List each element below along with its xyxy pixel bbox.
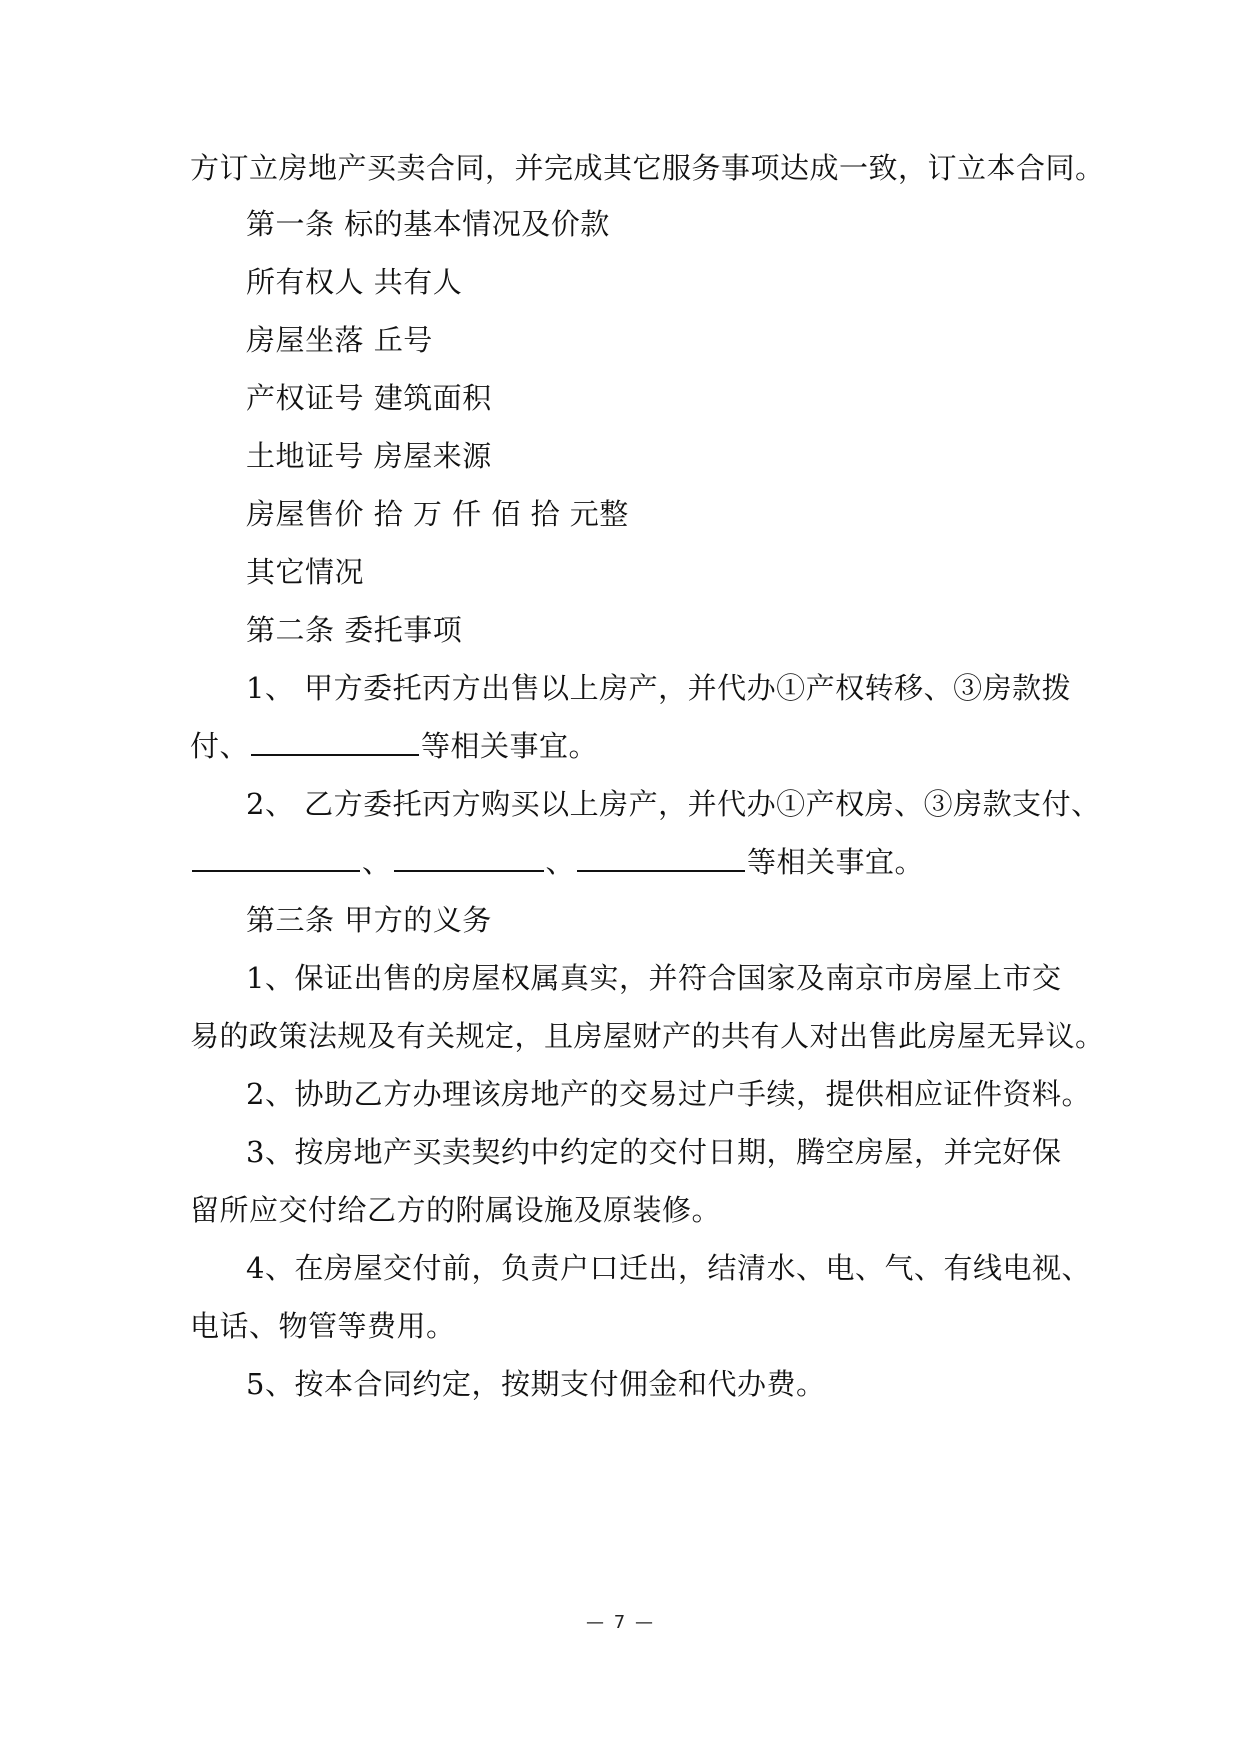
line-text: 付、 xyxy=(190,729,250,763)
paragraph-line: 1、 甲方委托丙方出售以上房产，并代办①产权转移、③房款拨 xyxy=(246,671,1072,705)
field-line-location: 房屋坐落 丘号 xyxy=(246,323,433,357)
article-heading: 第三条 甲方的义务 xyxy=(246,903,492,937)
field-line-land: 土地证号 房屋来源 xyxy=(246,439,492,473)
fill-blank xyxy=(394,842,544,872)
field-line-other: 其它情况 xyxy=(246,555,365,589)
line-text: 、 xyxy=(362,845,392,879)
fill-blank xyxy=(192,842,360,872)
paragraph-line xyxy=(190,842,924,882)
paragraph-line: 易的政策法规及有关规定，且房屋财产的共有人对出售此房屋无异议。 xyxy=(190,1019,1105,1053)
page-number: — 7 — xyxy=(586,1612,655,1633)
paragraph-line: 1、保证出售的房屋权属真实，并符合国家及南京市房屋上市交 xyxy=(246,961,1062,995)
field-line-certificate: 产权证号 建筑面积 xyxy=(246,381,492,415)
line-text: 、 xyxy=(545,845,576,879)
line-text: 等相关事宜。 xyxy=(421,729,599,763)
article-heading: 第一条 标的基本情况及价款 xyxy=(246,207,610,241)
paragraph-line: 2、协助乙方办理该房地产的交易过户手续，提供相应证件资料。 xyxy=(246,1077,1091,1111)
field-line-owner: 所有权人 共有人 xyxy=(246,265,463,299)
field-line-price: 房屋售价 拾 万 仟 佰 拾 元整 xyxy=(246,497,629,531)
paragraph-line: 电话、物管等费用。 xyxy=(190,1309,456,1343)
paragraph-line: 3、按房地产买卖契约中约定的交付日期，腾空房屋，并完好保 xyxy=(246,1135,1062,1169)
line-text: 等相关事宜。 xyxy=(747,845,925,879)
article-heading: 第二条 委托事项 xyxy=(246,613,463,647)
paragraph-line xyxy=(190,726,598,766)
fill-blank xyxy=(251,726,419,756)
paragraph-line: 4、在房屋交付前，负责户口迁出，结清水、电、气、有线电视、 xyxy=(246,1251,1091,1285)
paragraph-line: 方订立房地产买卖合同，并完成其它服务事项达成一致，订立本合同。 xyxy=(190,151,1105,185)
paragraph-line: 5、按本合同约定，按期支付佣金和代办费。 xyxy=(246,1367,826,1401)
paragraph-line: 留所应交付给乙方的附属设施及原装修。 xyxy=(190,1193,722,1227)
fill-blank xyxy=(577,842,745,872)
paragraph-line: 2、 乙方委托丙方购买以上房产，并代办①产权房、③房款支付、 xyxy=(246,787,1101,821)
